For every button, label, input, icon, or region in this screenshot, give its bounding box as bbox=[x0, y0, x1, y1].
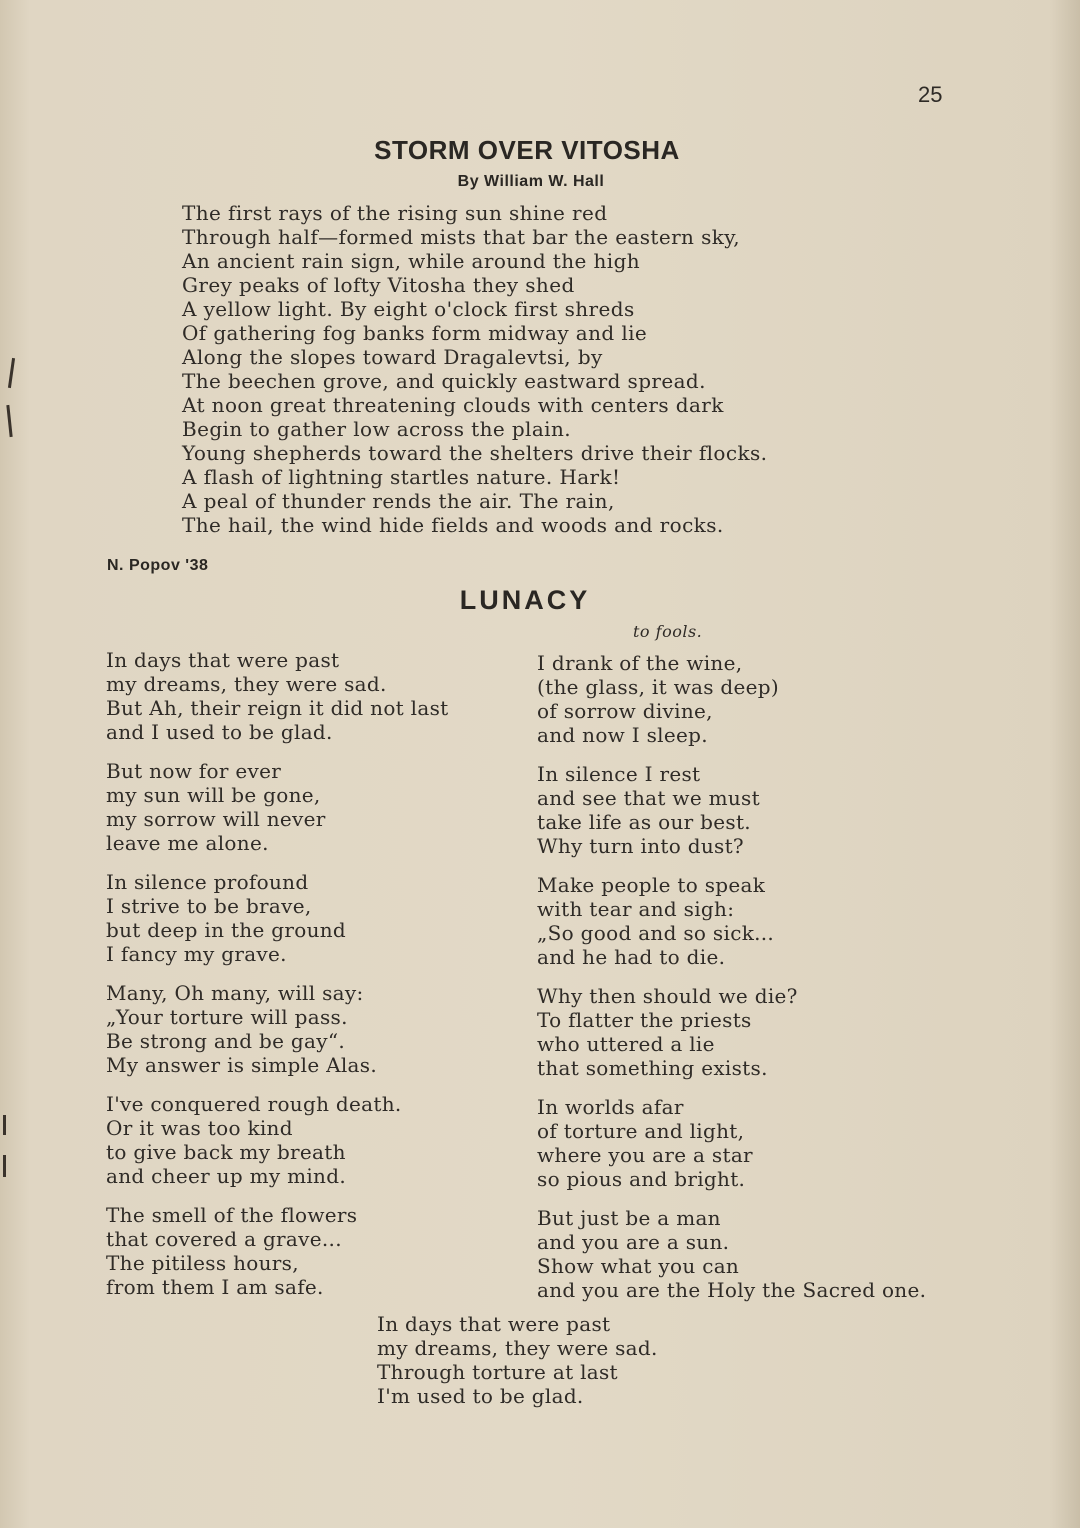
margin-mark bbox=[3, 1115, 6, 1135]
poem-line: and you are a sun. bbox=[537, 1230, 730, 1254]
poem-line: Why turn into dust? bbox=[537, 834, 744, 858]
poem-line: But just be a man bbox=[537, 1206, 721, 1230]
poem-line: Grey peaks of lofty Vitosha they shed bbox=[182, 273, 575, 297]
poem-line: Or it was too kind bbox=[106, 1116, 293, 1140]
poem-title: STORM OVER VITOSHA bbox=[374, 135, 680, 165]
poem-line: I drank of the wine, bbox=[537, 651, 743, 675]
poem-line: The beechen grove, and quickly eastward spread. bbox=[182, 369, 706, 393]
stanza bbox=[537, 1206, 967, 1302]
poem-column-left bbox=[106, 648, 536, 1314]
poem-line: Of gathering fog banks form midway and lie bbox=[182, 321, 648, 345]
poem-line: my dreams, they were sad. bbox=[106, 672, 387, 696]
stanza bbox=[106, 870, 536, 966]
poem-line: But now for ever bbox=[106, 759, 282, 783]
poem-line: my sun will be gone, bbox=[106, 783, 321, 807]
margin-mark bbox=[8, 358, 15, 388]
poem-line: Along the slopes toward Dragalevtsi, by bbox=[182, 345, 603, 369]
signature: N. Popov '38 bbox=[107, 557, 209, 574]
poem-line: The hail, the wind hide fields and woods and rocks. bbox=[182, 513, 724, 537]
stanza bbox=[537, 762, 967, 858]
stanza bbox=[537, 873, 967, 969]
poem-line: Through torture at last bbox=[377, 1360, 618, 1384]
poem-line: Why then should we die? bbox=[537, 984, 798, 1008]
poem-line: my dreams, they were sad. bbox=[377, 1336, 658, 1360]
page-number: 25 bbox=[918, 82, 943, 107]
poem-line: In silence I rest bbox=[537, 762, 701, 786]
stanza bbox=[537, 651, 967, 747]
poem-line: and cheer up my mind. bbox=[106, 1164, 347, 1188]
poem-line: In worlds afar bbox=[537, 1095, 684, 1119]
stanza bbox=[106, 648, 536, 744]
poem-line: Be strong and be gay“. bbox=[106, 1029, 346, 1053]
poem-line: my sorrow will never bbox=[106, 807, 326, 831]
poem-line: An ancient rain sign, while around the high bbox=[182, 249, 641, 273]
poem-line: and now I sleep. bbox=[537, 723, 708, 747]
poem-line: Many, Oh many, will say: bbox=[106, 981, 364, 1005]
stanza bbox=[106, 1092, 536, 1188]
stanza bbox=[106, 759, 536, 855]
final-stanza bbox=[377, 1312, 797, 1408]
poem-title: LUNACY bbox=[459, 585, 591, 615]
poem-line: I strive to be brave, bbox=[106, 894, 312, 918]
margin-mark bbox=[6, 405, 12, 437]
poem-dedication: to fools. bbox=[633, 622, 703, 641]
poem-line: A yellow light. By eight o'clock first shreds bbox=[182, 297, 635, 321]
poem-line: of sorrow divine, bbox=[537, 699, 713, 723]
poem-body bbox=[182, 201, 862, 537]
poem-line: In silence profound bbox=[106, 870, 309, 894]
poem-line: The smell of the flowers bbox=[106, 1203, 358, 1227]
stanza bbox=[106, 981, 536, 1077]
poem-line: leave me alone. bbox=[106, 831, 269, 855]
poem-line: Show what you can bbox=[537, 1254, 740, 1278]
poem-line: Make people to speak bbox=[537, 873, 766, 897]
poem-byline: By William W. Hall bbox=[457, 173, 605, 190]
poem-line: In days that were past bbox=[106, 648, 340, 672]
poem-line: To flatter the priests bbox=[537, 1008, 752, 1032]
stanza bbox=[537, 984, 967, 1080]
poem-line: I've conquered rough death. bbox=[106, 1092, 402, 1116]
poem-line: The first rays of the rising sun shine red bbox=[182, 201, 608, 225]
stanza bbox=[537, 1095, 967, 1191]
poem-line: and you are the Holy the Sacred one. bbox=[537, 1278, 927, 1302]
poem-line: My answer is simple Alas. bbox=[106, 1053, 377, 1077]
poem-line: who uttered a lie bbox=[537, 1032, 715, 1056]
poem-line: that something exists. bbox=[537, 1056, 768, 1080]
poem-line: take life as our best. bbox=[537, 810, 751, 834]
margin-mark bbox=[3, 1155, 6, 1177]
poem-line: „So good and so sick... bbox=[537, 921, 775, 945]
poem-line: „Your torture will pass. bbox=[106, 1005, 348, 1029]
poem-line: to give back my breath bbox=[106, 1140, 346, 1164]
poem-line: that covered a grave... bbox=[106, 1227, 342, 1251]
poem-line: (the glass, it was deep) bbox=[537, 675, 780, 699]
poem-line: A flash of lightning startles nature. Hark! bbox=[182, 465, 621, 489]
poem-line: from them I am safe. bbox=[106, 1275, 324, 1299]
poem-line: The pitiless hours, bbox=[106, 1251, 299, 1275]
poem-line: and he had to die. bbox=[537, 945, 726, 969]
poem-column-right bbox=[537, 651, 967, 1317]
poem-line: Through half—formed mists that bar the eastern sky, bbox=[182, 225, 741, 249]
poem-line: and I used to be glad. bbox=[106, 720, 333, 744]
poem-line: A peal of thunder rends the air. The rain, bbox=[182, 489, 615, 513]
poem-line: where you are a star bbox=[537, 1143, 753, 1167]
poem-line: of torture and light, bbox=[537, 1119, 745, 1143]
poem-line: I fancy my grave. bbox=[106, 942, 287, 966]
poem-line: But Ah, their reign it did not last bbox=[106, 696, 449, 720]
poem-line: so pious and bright. bbox=[537, 1167, 746, 1191]
poem-line: At noon great threatening clouds with centers dark bbox=[182, 393, 724, 417]
poem-line: Begin to gather low across the plain. bbox=[182, 417, 571, 441]
poem-line: I'm used to be glad. bbox=[377, 1384, 584, 1408]
poem-line: and see that we must bbox=[537, 786, 760, 810]
poem-line: but deep in the ground bbox=[106, 918, 347, 942]
poem-line: In days that were past bbox=[377, 1312, 611, 1336]
stanza bbox=[106, 1203, 536, 1299]
poem-line: with tear and sigh: bbox=[537, 897, 735, 921]
poem-line: Young shepherds toward the shelters drive their flocks. bbox=[182, 441, 768, 465]
